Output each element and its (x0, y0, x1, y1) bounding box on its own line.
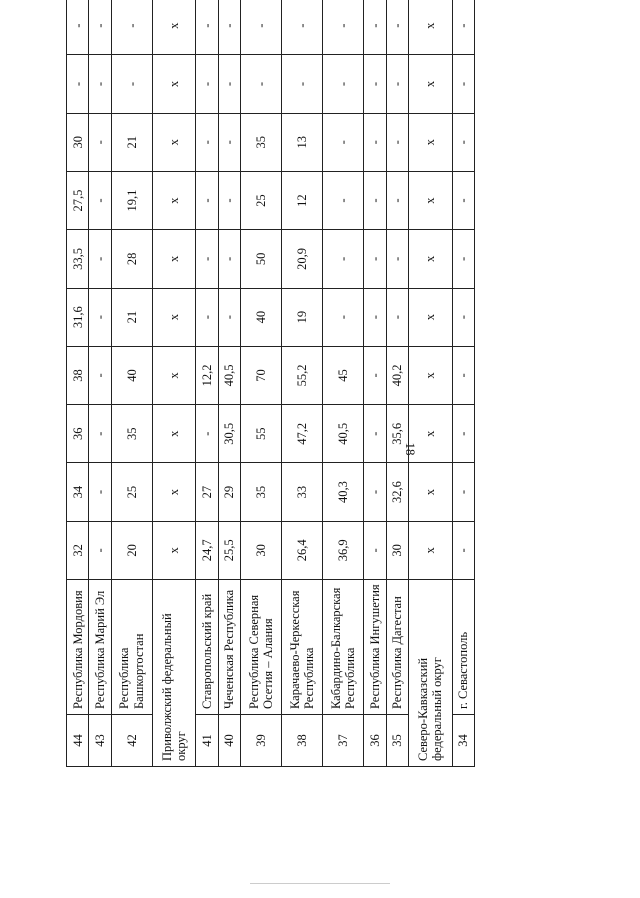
table-container (66, 22, 475, 767)
value-cell: - (89, 113, 111, 171)
value-cell: - (386, 0, 408, 55)
value-cell: - (452, 55, 475, 113)
value-cell: 40 (241, 288, 282, 346)
value-cell: х (152, 405, 196, 463)
value-cell: - (89, 55, 111, 113)
row-number-cell: 34 (452, 715, 475, 767)
value-cell: 27 (196, 463, 218, 521)
value-cell: - (452, 230, 475, 288)
value-cell: - (89, 521, 111, 579)
region-name-cell: Чеченская Республика (218, 580, 240, 715)
value-cell: 28 (111, 230, 152, 288)
value-cell: 30 (67, 113, 89, 171)
value-cell: - (89, 346, 111, 404)
value-cell: 20 (111, 521, 152, 579)
value-cell: - (67, 55, 89, 113)
region-name-cell: Республика Марий Эл (89, 580, 111, 715)
value-cell: - (364, 0, 386, 55)
value-cell: - (364, 521, 386, 579)
value-cell: х (408, 0, 452, 55)
row-number-cell: 36 (364, 715, 386, 767)
value-cell: - (452, 346, 475, 404)
value-cell: х (152, 521, 196, 579)
value-cell: 20,9 (282, 230, 323, 288)
value-cell: 40,2 (386, 346, 408, 404)
row-number-cell: 35 (386, 715, 408, 767)
value-cell: 26,4 (282, 521, 323, 579)
value-cell: - (282, 55, 323, 113)
table-row (386, 0, 408, 767)
table-row (67, 0, 89, 767)
value-cell: х (152, 230, 196, 288)
value-cell: - (89, 463, 111, 521)
value-cell: - (452, 463, 475, 521)
value-cell: - (241, 55, 282, 113)
value-cell: 33 (282, 463, 323, 521)
value-cell: - (364, 55, 386, 113)
row-number-cell: 37 (323, 715, 364, 767)
value-cell: 24,7 (196, 521, 218, 579)
row-number-cell: 40 (218, 715, 240, 767)
row-number-cell: 41 (196, 715, 218, 767)
value-cell: - (196, 230, 218, 288)
value-cell: 13 (282, 113, 323, 171)
value-cell: - (218, 113, 240, 171)
value-cell: 47,2 (282, 405, 323, 463)
table-row (452, 0, 475, 767)
value-cell: - (89, 405, 111, 463)
value-cell: - (89, 230, 111, 288)
table-row (323, 0, 364, 767)
value-cell: 35 (241, 463, 282, 521)
value-cell: - (364, 288, 386, 346)
data-table (66, 0, 475, 767)
value-cell: 25 (111, 463, 152, 521)
table-row (364, 0, 386, 767)
value-cell: 29 (218, 463, 240, 521)
value-cell: - (196, 113, 218, 171)
value-cell: 32 (67, 521, 89, 579)
district-name-cell: Приволжский федеральный округ (152, 580, 196, 767)
value-cell: 25,5 (218, 521, 240, 579)
value-cell: 30 (241, 521, 282, 579)
value-cell: 19 (282, 288, 323, 346)
value-cell: 30,5 (218, 405, 240, 463)
value-cell: 27,5 (67, 171, 89, 229)
value-cell: - (452, 171, 475, 229)
region-name-cell: Республика Северная Осетия – Алания (241, 580, 282, 715)
value-cell: х (408, 405, 452, 463)
value-cell: - (323, 288, 364, 346)
value-cell: - (196, 55, 218, 113)
value-cell: - (218, 0, 240, 55)
region-name-cell: г. Севастополь (452, 580, 475, 715)
value-cell: 35 (111, 405, 152, 463)
value-cell: - (111, 55, 152, 113)
value-cell: - (323, 55, 364, 113)
row-number-cell: 43 (89, 715, 111, 767)
value-cell: х (408, 463, 452, 521)
value-cell: - (323, 113, 364, 171)
value-cell: - (452, 113, 475, 171)
value-cell: - (386, 288, 408, 346)
value-cell: х (152, 171, 196, 229)
value-cell: - (452, 521, 475, 579)
value-cell: х (152, 55, 196, 113)
value-cell: - (364, 230, 386, 288)
value-cell: - (282, 0, 323, 55)
table-row (89, 0, 111, 767)
value-cell: 21 (111, 113, 152, 171)
value-cell: 31,6 (67, 288, 89, 346)
table-row (111, 0, 152, 767)
value-cell: 40,3 (323, 463, 364, 521)
value-cell: х (152, 288, 196, 346)
value-cell: 36,9 (323, 521, 364, 579)
value-cell: - (323, 0, 364, 55)
value-cell: 40,5 (323, 405, 364, 463)
value-cell: 19,1 (111, 171, 152, 229)
value-cell: 32,6 (386, 463, 408, 521)
table-row (241, 0, 282, 767)
row-number-cell: 44 (67, 715, 89, 767)
value-cell: - (89, 0, 111, 55)
value-cell: - (364, 405, 386, 463)
value-cell: - (323, 230, 364, 288)
region-name-cell: Республика Дагестан (386, 580, 408, 715)
value-cell: - (364, 171, 386, 229)
value-cell: 55 (241, 405, 282, 463)
value-cell: 33,5 (67, 230, 89, 288)
value-cell: 40,5 (218, 346, 240, 404)
value-cell: х (152, 346, 196, 404)
region-name-cell: Ставропольский край (196, 580, 218, 715)
value-cell: - (323, 171, 364, 229)
value-cell: 12,2 (196, 346, 218, 404)
value-cell: - (89, 288, 111, 346)
value-cell: - (196, 0, 218, 55)
value-cell: - (196, 171, 218, 229)
value-cell: 34 (67, 463, 89, 521)
value-cell: - (111, 0, 152, 55)
value-cell: х (408, 230, 452, 288)
district-row (152, 0, 196, 767)
value-cell: 25 (241, 171, 282, 229)
value-cell: 36 (67, 405, 89, 463)
district-row (408, 0, 452, 767)
value-cell: - (364, 346, 386, 404)
value-cell: х (408, 113, 452, 171)
value-cell: 35 (241, 113, 282, 171)
region-name-cell: Республика Мордовия (67, 580, 89, 715)
value-cell: 21 (111, 288, 152, 346)
page-number: 18 (403, 442, 418, 456)
value-cell: - (364, 463, 386, 521)
value-cell: - (452, 0, 475, 55)
value-cell: х (408, 171, 452, 229)
row-number-cell: 42 (111, 715, 152, 767)
value-cell: - (364, 113, 386, 171)
region-name-cell: Республика Ингушетия (364, 580, 386, 715)
value-cell: - (218, 171, 240, 229)
value-cell: - (452, 288, 475, 346)
value-cell: х (408, 346, 452, 404)
value-cell: х (408, 55, 452, 113)
row-number-cell: 39 (241, 715, 282, 767)
value-cell: - (386, 55, 408, 113)
value-cell: 50 (241, 230, 282, 288)
value-cell: х (152, 113, 196, 171)
footer-rule (250, 883, 390, 884)
region-name-cell: Карачаево-Черкесская Республика (282, 580, 323, 715)
value-cell: 70 (241, 346, 282, 404)
row-number-cell: 38 (282, 715, 323, 767)
table-row (218, 0, 240, 767)
value-cell: - (89, 171, 111, 229)
value-cell: - (218, 55, 240, 113)
value-cell: 30 (386, 521, 408, 579)
value-cell: 38 (67, 346, 89, 404)
value-cell: - (196, 405, 218, 463)
rotated-table (66, 22, 475, 767)
value-cell: - (67, 0, 89, 55)
value-cell: 55,2 (282, 346, 323, 404)
value-cell: - (386, 230, 408, 288)
value-cell: 35,6 (386, 405, 408, 463)
value-cell: - (218, 230, 240, 288)
region-name-cell: Республика Башкортостан (111, 580, 152, 715)
value-cell: - (196, 288, 218, 346)
table-row (282, 0, 323, 767)
value-cell: 40 (111, 346, 152, 404)
region-name-cell: Кабардино-Балкарская Республика (323, 580, 364, 715)
value-cell: х (408, 288, 452, 346)
value-cell: - (241, 0, 282, 55)
value-cell: х (408, 521, 452, 579)
value-cell: х (152, 463, 196, 521)
table-row (196, 0, 218, 767)
value-cell: - (386, 171, 408, 229)
value-cell: - (452, 405, 475, 463)
district-name-cell: Северо-Кавказский федеральный округ (408, 580, 452, 767)
value-cell: 12 (282, 171, 323, 229)
value-cell: - (386, 113, 408, 171)
value-cell: - (218, 288, 240, 346)
value-cell: х (152, 0, 196, 55)
value-cell: 45 (323, 346, 364, 404)
